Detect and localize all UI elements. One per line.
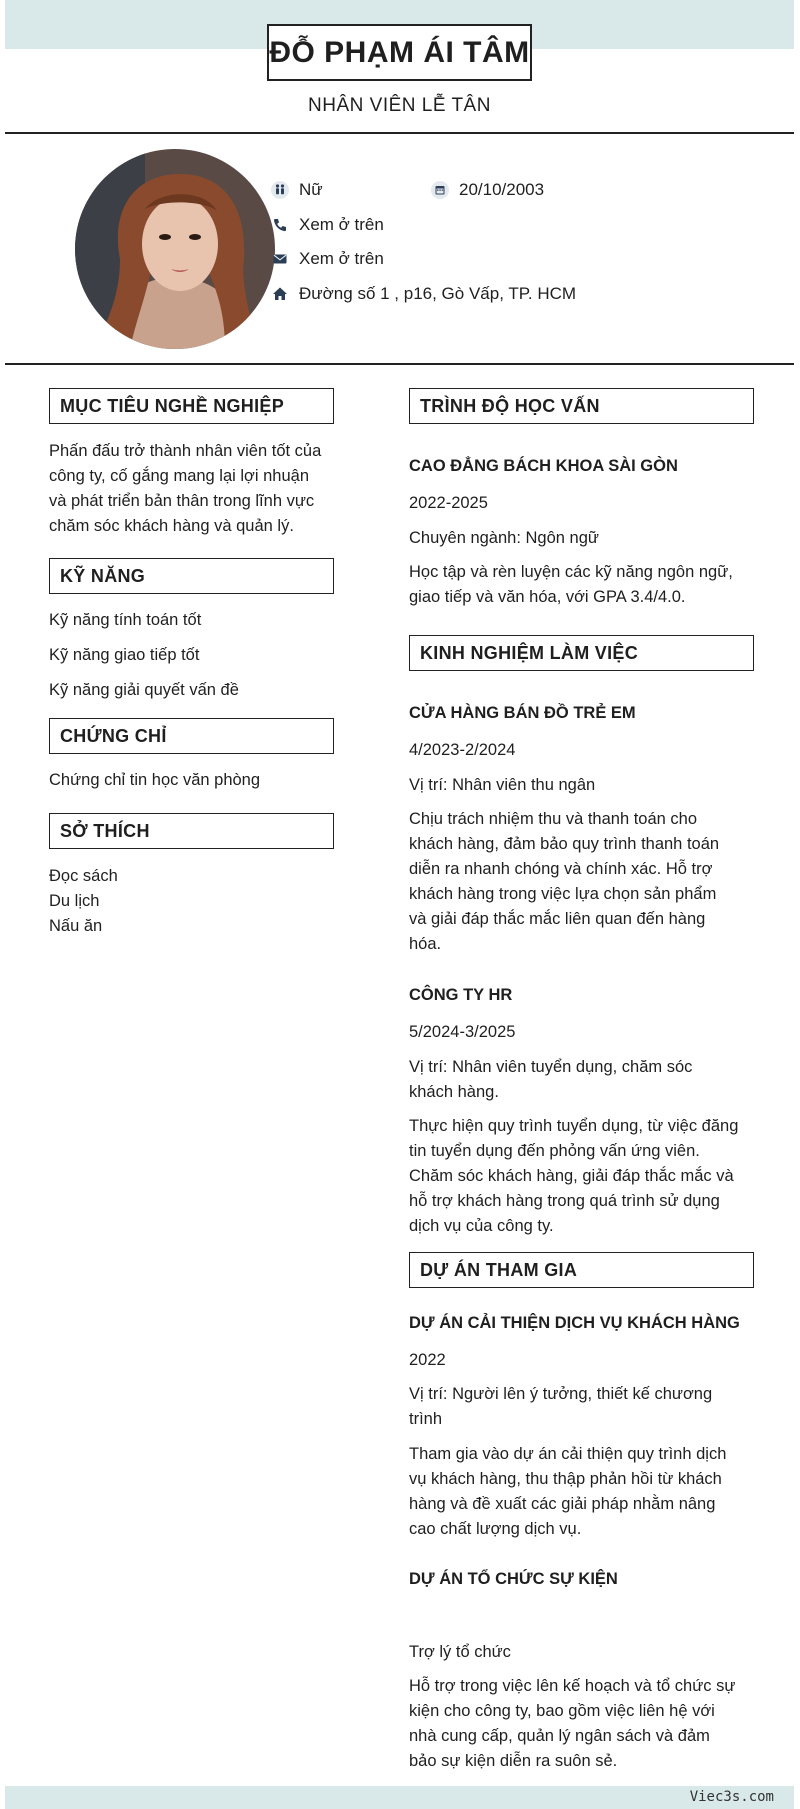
job-position-line: khách hàng.: [409, 1083, 499, 1101]
avatar-photo: [75, 149, 275, 349]
hobby-item: Đọc sách: [49, 867, 118, 885]
hobby-item: Du lịch: [49, 892, 100, 910]
project-desc-line: kiện cho công ty, bao gồm việc liên hệ với: [409, 1702, 715, 1720]
job-desc-line: hóa.: [409, 935, 442, 953]
hobbies-heading: SỞ THÍCH: [49, 813, 334, 849]
education-desc-line: Học tập và rèn luyện các kỹ năng ngôn ngữ,: [409, 563, 733, 581]
watermark: Viec3s.com: [689, 1789, 774, 1805]
gender-row: [269, 179, 323, 201]
certificate-item: Chứng chỉ tin học văn phòng: [49, 771, 261, 789]
job-position-line: Vị trí: Nhân viên tuyển dụng, chăm sóc: [409, 1058, 693, 1076]
education-period: 2022-2025: [409, 494, 488, 512]
job-desc-line: và giải đáp thắc mắc liên quan đến hàng: [409, 910, 706, 928]
avatar: [75, 149, 275, 349]
job-desc-line: diễn ra nhanh chóng và chính xác. Hỗ trợ: [409, 860, 713, 878]
divider-middle: [5, 363, 794, 365]
project-desc-line: vụ khách hàng, thu thập phản hồi từ khách: [409, 1470, 722, 1488]
job-desc-line: dịch vụ của công ty.: [409, 1217, 554, 1235]
project-name: DỰ ÁN TỔ CHỨC SỰ KIỆN: [409, 1570, 618, 1588]
job-desc-line: Chịu trách nhiệm thu và thanh toán cho: [409, 810, 698, 828]
job-desc: [409, 1114, 738, 1239]
birthday-row: [429, 179, 544, 201]
project-desc-line: nhà cung cấp, quản lý ngân sách và đảm: [409, 1727, 710, 1745]
job-desc-line: khách hàng, đảm bảo quy trình thanh toán: [409, 835, 720, 853]
project-desc: [409, 1442, 726, 1542]
job-position: Vị trí: Nhân viên thu ngân: [409, 776, 596, 794]
objective-heading: MỤC TIÊU NGHỀ NGHIỆP: [49, 388, 334, 424]
home-icon: [269, 283, 291, 305]
project-desc-line: cao chất lượng dịch vụ.: [409, 1520, 582, 1538]
project-desc-line: hàng và đề xuất các giải pháp nhằm nâng: [409, 1495, 716, 1513]
project-role: Trợ lý tổ chức: [409, 1643, 511, 1661]
hobbies-list: [49, 864, 118, 939]
project-role-line: Vị trí: Người lên ý tưởng, thiết kế chương: [409, 1385, 713, 1403]
phone-icon: [269, 214, 291, 236]
project-desc: [409, 1674, 735, 1774]
job-title: NHÂN VIÊN LỄ TÂN: [308, 95, 491, 116]
phone-value: Xem ở trên: [299, 215, 384, 234]
gender-value: Nữ: [299, 180, 323, 199]
job-company: CÔNG TY HR: [409, 986, 513, 1004]
email-row: [269, 248, 384, 270]
email-value: Xem ở trên: [299, 249, 384, 268]
objective-line: công ty, cố gắng mang lại lợi nhuận: [49, 467, 310, 485]
education-desc-line: giao tiếp và văn hóa, với GPA 3.4/4.0.: [409, 588, 686, 606]
skill-item: Kỹ năng tính toán tốt: [49, 611, 202, 629]
job-desc-line: tin tuyển dụng đến phỏng vấn ứng viên.: [409, 1142, 700, 1160]
bottom-band: [5, 1786, 794, 1809]
skill-item: Kỹ năng giao tiếp tốt: [49, 646, 200, 664]
project-name: DỰ ÁN CẢI THIỆN DỊCH VỤ KHÁCH HÀNG: [409, 1314, 740, 1332]
job-period: 5/2024-3/2025: [409, 1023, 516, 1041]
project-desc-line: Hỗ trợ trong việc lên kế hoạch và tổ chức sự: [409, 1677, 736, 1695]
address-value: Đường số 1 , p16, Gò Vấp, TP. HCM: [299, 284, 577, 303]
education-heading: TRÌNH ĐỘ HỌC VẤN: [409, 388, 754, 424]
objective-line: chăm sóc khách hàng và quản lý.: [49, 517, 294, 535]
education-major: Chuyên ngành: Ngôn ngữ: [409, 529, 599, 547]
address-row: [269, 283, 576, 305]
projects-heading: DỰ ÁN THAM GIA: [409, 1252, 754, 1288]
cv-page: [5, 0, 794, 1809]
skills-heading: KỸ NĂNG: [49, 558, 334, 594]
job-position: [409, 1055, 692, 1105]
objective-line: Phấn đấu trở thành nhân viên tốt của: [49, 442, 322, 460]
candidate-name: ĐỖ PHẠM ÁI TÂM: [267, 24, 532, 81]
project-desc-line: Tham gia vào dự án cải thiện quy trình dịch: [409, 1445, 727, 1463]
project-role-line: trình: [409, 1410, 443, 1428]
job-desc-line: Chăm sóc khách hàng, giải đáp thắc mắc và: [409, 1167, 734, 1185]
email-icon: [269, 248, 291, 270]
calendar-icon: [429, 179, 451, 201]
job-desc-line: hỗ trợ khách hàng trong quá trình sử dụng: [409, 1192, 720, 1210]
job-desc-line: Thực hiện quy trình tuyển dụng, từ việc đăng: [409, 1117, 739, 1135]
divider-top: [5, 132, 794, 134]
education-desc: [409, 560, 733, 610]
project-period: 2022: [409, 1351, 446, 1369]
experience-heading: KINH NGHIỆM LÀM VIỆC: [409, 635, 754, 671]
certificates-heading: CHỨNG CHỈ: [49, 718, 334, 754]
birthday-value: 20/10/2003: [459, 180, 545, 199]
skill-item: Kỹ năng giải quyết vấn đề: [49, 681, 239, 699]
project-desc-line: bảo sự kiện diễn ra suôn sẻ.: [409, 1752, 618, 1770]
objective-text: [49, 439, 339, 539]
gender-icon: [269, 179, 291, 201]
job-desc: [409, 807, 719, 957]
job-company: CỬA HÀNG BÁN ĐỒ TRẺ EM: [409, 704, 636, 722]
job-desc-line: khách hàng trong việc lựa chọn sản phẩm: [409, 885, 717, 903]
job-period: 4/2023-2/2024: [409, 741, 516, 759]
phone-row: [269, 214, 384, 236]
school-name: CAO ĐẲNG BÁCH KHOA SÀI GÒN: [409, 457, 678, 475]
project-role: [409, 1382, 712, 1432]
hobby-item: Nấu ăn: [49, 917, 103, 935]
objective-line: và phát triển bản thân trong lĩnh vực: [49, 492, 315, 510]
